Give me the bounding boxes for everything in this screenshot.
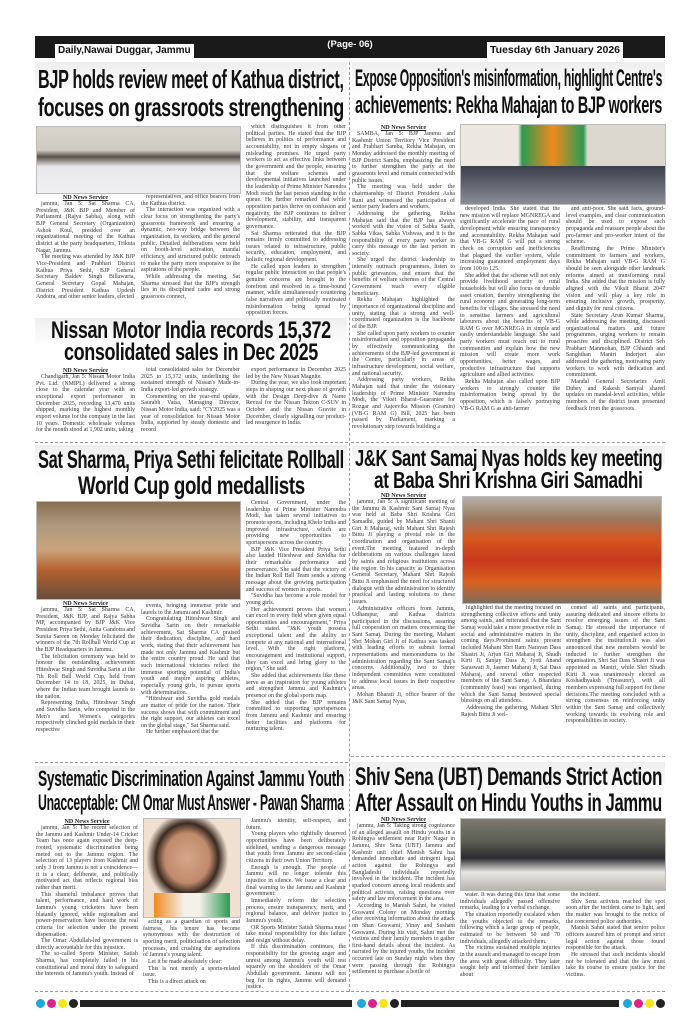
- paragraph: This is not merely a sports-related issue.: [143, 965, 240, 979]
- yellow-mark-icon: [645, 999, 654, 1008]
- article-column: [352, 492, 455, 754]
- paragraph: The victims sustained multiple injuries in the assault and managed to escape from the area with great difficulty. They later sought help and informed their families about: [460, 945, 560, 978]
- article-column: [566, 206, 665, 440]
- byline: ND News Service: [62, 600, 109, 607]
- paragraph: She urged the district leadership to intensify outreach programmes, listen to public grievances, and ensure that the benefits of welfare schemes of the Central Government reach every eligible beneficiary.: [352, 257, 455, 297]
- masthead-bar: [35, 36, 665, 58]
- column-text: [352, 823, 455, 976]
- column-text: [36, 825, 138, 978]
- paragraph: She added that the BJP remains committed to supporting sportspersons from Jammu and Kashmir and ensuring better facilities and platforms for nurturing talent.: [246, 699, 346, 733]
- registration-bar: [401, 1000, 619, 1007]
- cyan-mark-icon: [357, 999, 366, 1008]
- byline: ND News Service: [62, 367, 109, 374]
- paragraph: SAMBA, Jan 5: BJP Jammu and Kashmir Union Territory Vice President and Prabhari Samba, Rekha Mahajan, on Monday addressed the monthly meeting of BJP District Samba, emphasizing the need to further strengthen the party at the grassroots level and remain connected with public issues.: [352, 131, 455, 184]
- registration-bar: [80, 1000, 352, 1007]
- byline: ND News Service: [62, 194, 109, 201]
- headline-line: consolidated sales in Dec 2025: [63, 339, 318, 366]
- headline-line: Shiv Sena (UBT) Demands Strict Action: [355, 763, 663, 791]
- headline-line: Systematic Discrimination Against Jammu Youth: [38, 766, 345, 791]
- paragraph: State Secretary Arun Kumar Sharma, while addressing the meeting, discussed organizational matters and future programmes, urging workers to remain proactive and disciplined. District Seh Prabhari Manmohan, BJP Chhamb and Sanghthan Mantri Inderjeet also addressed the gathering, motivating party workers to work with dedication and commitment.: [566, 312, 665, 379]
- article-column: [460, 206, 560, 440]
- paragraph: Addressing the gathering, Mahant Shri Rajesh Bittu Ji wel-: [461, 704, 561, 718]
- paragraph: Mandal General Secretaries Amit Dubey and Rakesh Samyal shared updates on mandal-level activities, while members of the district team presented feedback from the grassroots.: [566, 379, 665, 412]
- column-text: [461, 605, 561, 718]
- paragraph: Central Government, under the leadership of Prime Minister Narendra Modi, has taken several initiatives to promote sports, including Khelo India and improved infrastructure, which are providing new opportunities to sportspersons across the country.: [246, 500, 346, 546]
- paragraph: OR Sports Minister Satish Sharma must take moral responsibility for this failure and resign without delay.: [246, 924, 346, 944]
- article-column: [141, 194, 240, 318]
- headline-line: Nissan Motor India records 15,372: [51, 318, 331, 344]
- paragraph: He called upon leaders to strengthen regular public interaction so that people's genuine concerns are brought to the forefront and resolved in a time-bound manner, while simultaneously countering false narratives and politically motivated misinformation being spread by opposition forces.: [246, 263, 346, 317]
- paragraph: jammu, Jan 5: Sat Sharma CA, President, J&K BJP and Member of Parliament (Rajya Sabha), along with BJP General Secretary (Organization) Ashok Koul, presided over an organizational meeting of the Kathua district at the party headquarters, Trikuta Nagar, Jammu.: [36, 201, 135, 254]
- paragraph: Enough is enough. The people of Jammu will no longer tolerate this injustice in silence. We issue a clear and final warning to the Jammu and Kashmir government:: [246, 864, 346, 898]
- yellow-mark-icon: [379, 999, 388, 1008]
- byline: ND News Service: [380, 124, 427, 131]
- column-text: [566, 206, 665, 412]
- paragraph: Commenting on the year-end update, Saurabh Vatsa, Managing Director, Nissan Motor India, said: "CY2025 was a year of consolidation for Nissan Motor India, supported by steady domestic and record: [141, 393, 240, 433]
- paragraph: jammu, Jan 5: A significant meeting of the Jammu & Kashmir Sant Samaj Nyas was held at Baba Shri Krishna Giri Samadhi, guided by Mahant Shri Shanti Giri Ji Maharaj, with Mahant Shri Rajesh Bittu Ji playing a pivotal role in the coordination and organisation of the event.The meeting featured in-depth deliberations on various challenges faced by saints and religious institutions across the region. In his capacity as Organisation General Secretary, Mahant Shri Rajesh Bittu Ji emphasised the need for structured dialogue with the administration to identify practical and lasting solutions to these issues.: [352, 499, 455, 605]
- column-text: [246, 818, 346, 990]
- headline-rollball-felicitation: [35, 445, 347, 500]
- article-column: [36, 367, 135, 441]
- paragraph: export performance in December 2025 led by the New Nissan Magnite.: [246, 367, 346, 380]
- paragraph: representatives, and office bearers from the Kathua district.: [141, 194, 240, 207]
- article-column: [246, 500, 346, 760]
- headline-line: World Cup gold medallists: [77, 472, 305, 500]
- article-column: [566, 605, 665, 754]
- section-divider: [35, 762, 348, 763]
- paragraph: BJP J&K Vice President Priya Sethi also lauded Hiteshwar and Suvidha for their remarkable performance and perseverance. She said that the victory of the Indian Roll Ball Team sends a strong message about the growing participation and success of women in sports.: [246, 546, 346, 593]
- paragraph: "Suvidha has become a role model for young girls.: [246, 593, 346, 606]
- article-column: [246, 124, 346, 318]
- paragraph: The felicitation ceremony was held to honour the outstanding achievement Hiteshwar Singh and Suvidha Sarin at the 7th Roll Ball World Cup, held from December 14 to 18, 2025, in Dubai, where the Indian team brought laurels to the nation.: [36, 653, 135, 700]
- paragraph: He further emphasized that the: [146, 729, 219, 736]
- paragraph: She added that the scheme will not only provide livelihood security to rural households but will also focus on durable asset creation, thereby strengthening the rural economy and generating long-term benefits for villages. She stressed the need to sensitise farmers and agricultural labourers about the benefits of VB-G RAM G over MGNREGA in simple and easily understandable language. She said party workers must reach out to rural communities and explain how the new mission will create more work opportunities, better wages, and productive infrastructure that supports agriculture and allied activities.: [460, 272, 560, 379]
- print-registration-marks: [0, 998, 699, 1010]
- column-text: [141, 603, 240, 736]
- paragraph: Her achievement proves that women can excel in every field when given equal opportunities and encouragement," Priya Sethi stated. "J&K youth possess exceptional talent and the ability to compete at any national and international level. With the right platform, encouragement and institutional support, they can excel and bring glory to the region," She said.: [246, 606, 346, 673]
- headline-line: After Assault on Hindu Youths in Jammu: [355, 789, 662, 816]
- headline-line: Expose Opposition's misinformation, highlight Centre's: [355, 65, 663, 92]
- headline-line: BJP holds review meet of Kathua district,: [38, 64, 344, 94]
- paragraph: Addressing party workers, Rekha Mahajan said that under the visionary leadership of Prime Minister Narendra Modi, the Viksit Bharat–Guarantee for Rozgar and Aajeevika Mission (Gramin) (VB-G RAM G) Bill, 2025 has been passed by Parliament, marking a revolutionary step towards building a: [352, 377, 455, 430]
- paper-name: Daily,Nawai Duggar, Jammu: [55, 44, 194, 58]
- headline-line: at Baba Shri Krishna Giri Samadhi: [374, 467, 643, 492]
- column-divider: [349, 62, 350, 992]
- headline-systematic-discrimination: [35, 766, 347, 816]
- photo-medallists: [36, 501, 241, 600]
- paragraph: This shameful imbalance proves that talent, performance, and hard work of Jammu's young cricketers have been blatantly ignored, while regionalism and power-preservation have become the real criteria for selection under the present dispensation.: [36, 891, 138, 938]
- column-text: [246, 124, 346, 317]
- photo-saints-gathering: [462, 496, 662, 604]
- headline-line: achievements: Rekha Mahajan to BJP workers: [355, 92, 663, 119]
- headline-line: J&K Sant Samaj Nyas holds key meeting: [355, 446, 663, 471]
- paragraph: Immediately reform the selection process, ensure transparency, merit, and regional balance, and deliver justice to Jammu's youth;: [246, 897, 346, 924]
- black-mark-icon: [390, 999, 399, 1008]
- article-column: [461, 605, 561, 754]
- column-text: [36, 201, 135, 301]
- column-text: [36, 607, 135, 733]
- article-column: [246, 367, 346, 441]
- paragraph: developed India. She stated that the new mission will replace MGNREGA and significantly accelerate the pace of rural development while ensuring transparency and accountability. Rekha Mahajan said that VB-G RAM G will put a strong check on corruption and inefficiencies that plagued the earlier system, while increasing guaranteed employment days from 100 to 125.: [460, 206, 560, 272]
- photo-meeting-kathua: [36, 126, 241, 194]
- paragraph: The Omar Abdullah-led government is directly accountable for this injustice.: [36, 938, 138, 951]
- paragraph: Manish Sahni stated that senior police officers assured him of prompt and strict legal action against those found responsible for the attack.: [566, 925, 665, 952]
- paragraph: This is a direct attack on: [148, 978, 206, 985]
- headline-nissan: [35, 318, 347, 366]
- headline-line: focuses on grassroots strengthening: [38, 92, 344, 122]
- paragraph: Rekha Mahajan highlighted the importance of organizational discipline and unity, stating that a strong and well-coordinated organization is the backbone of the BJP.: [352, 297, 455, 331]
- magenta-mark-icon: [47, 999, 56, 1008]
- article-column: [141, 603, 240, 760]
- paragraph: comed all saints and participants, assuring dedicated and sincere efforts to resolve emerging issues of the Sant Samaj. He stressed the importance of unity, discipline, and organised action to strengthen the institution.It was also announced that new members would be inducted to further strengthen the organisation. Shri Sai Dass Shastri Ji was appointed as Mantri, while Shri Shudh Kirti Ji was unanimously elected as Koshadhyaksh (Treasurer), with all members expressing full support for these decisions.The meeting concluded with a strong consensus on reinforcing unity within the Sant Samaj and collectively working towards its evolving role and responsibilities in society.: [566, 605, 665, 725]
- paragraph: While addressing the meeting, Sat Sharma stressed that the BJP's strength lies in its disciplined cadre and strong grassroots connect,: [141, 273, 240, 300]
- headline-shiv-sena: [352, 762, 665, 816]
- paragraph: and anti-poor. She said facts, ground-level examples, and clear communication should be used to expose such propaganda and reassure people about the pro-farmer and pro-worker intent of the scheme.: [566, 206, 665, 246]
- byline: ND News Service: [64, 818, 110, 825]
- page-number: (Page- 06): [327, 39, 373, 50]
- article-column: [143, 919, 240, 990]
- paragraph: Mohan Bharati Ji, office bearer of the J&K Sant Samaj Nyas,: [352, 692, 455, 705]
- headline-expose-opposition: [352, 62, 665, 122]
- black-mark-icon: [656, 999, 665, 1008]
- paragraph: She added that achievements like these serve as an inspiration for young athletes and strengthen Jammu and Kashmir's presence on the global sports map.: [246, 673, 346, 700]
- paragraph: Congratulating Hiteshwar Singh and Suvidha Sarin on their remarkable achievement, Sat Sharma CA praised their dedication, discipline, and hard work, stating that their achievement has made not only Jammu and Kashmir but the entire country proud. He said that such international victories reflect the immense sporting potential of India's youth and inspire aspiring athletes, especially young girls, to pursue sports with determination.: [141, 616, 240, 696]
- paragraph: jammu, Jan 5: The recent selection of the Jammu and Kashmir Under-14 Cricket Team has once again exposed the deep-rooted, systematic discrimination being meted out to the Jammu region. The selection of 13 players from Kashmir and only 3 from Jammu is not a coincidence—it is a clear, deliberate, and politically motivated act that reflects regional bias rather than merit.: [36, 825, 138, 891]
- paragraph: She called upon party workers to counter misinformation and opposition propaganda by effectively communicating the achievements of the BJP-led government at the Centre, particularly in areas of infrastructure development, social welfare, and national security.: [352, 330, 455, 377]
- paragraph: total consolidated sales for December 2025 to 15,372 units, underlining the sustained strength of Nissan's Made-in-India export-led growth strategy.: [141, 367, 240, 393]
- paragraph: If this discrimination continues, the responsibility for the growing anger and unrest among Jammu's youth will rest squarely on the shoulders of the Omar Abdullah government. Jammu will not beg for its rights, Jammu will demand justice.: [246, 944, 346, 990]
- column-text: [460, 206, 560, 412]
- issue-date: Tuesday 6th January 2026: [487, 42, 623, 58]
- paragraph: the incident.: [571, 892, 601, 898]
- column-text: [352, 499, 455, 705]
- paragraph: Let it be made absolutely clear:: [148, 958, 223, 965]
- paragraph: jammu, Jan 5: Sat Sharma CA, President, J&K BJP, and Rajya Sabha MP, accompanied by BJP J&K Vice President Priya Sethi, Anita Gandotra and Sunita Sareen on Monday felicitated the winners of the 7th Rollball World Cup at the BJP Headquarters in Jammu.: [36, 607, 135, 653]
- paragraph: Sat Sharma reiterated that the BJP remains firmly committed to addressing issues related to infrastructure, public security, education, employment, and holistic regional development.: [246, 230, 346, 264]
- paragraph: Jammu's identity, self-respect, and future.: [246, 818, 346, 831]
- article-column: [36, 600, 135, 760]
- column-text: [141, 367, 240, 434]
- paragraph: Representing India, Hiteshwar Singh and Suvidha Sarin, who competed in the Men's and Women's categories respectively clinched gold medals in their respective: [36, 700, 135, 733]
- column-text: [141, 194, 240, 301]
- paragraph: The interaction was organized with a clear focus on strengthening the party's grassroots framework and ensuring a dynamic, two-way bridge between the organization, its workers, and the general public. Detailed deliberations were held on booth-level activation, mandal efficiency, and structured public outreach to make the party more responsive to the aspirations of the people.: [141, 207, 240, 274]
- magenta-mark-icon: [368, 999, 377, 1008]
- black-mark-icon: [69, 999, 78, 1008]
- magenta-mark-icon: [634, 999, 643, 1008]
- paragraph: Rekha Mahajan also called upon BJP workers to strongly counter the misinformation being spread by the opposition, which is falsely portraying VB-G RAM G as anti-farmer: [460, 379, 560, 412]
- yellow-mark-icon: [58, 999, 67, 1008]
- paragraph: Administrative officers from Jammu, Udhampur, and Kathua districts participated in the discussions, assuring full cooperation on matters concerning the Sant Samaj. During the meeting, Mahant Shri Mohan Giri Ji of Kathua was tasked with leading efforts to submit formal representations and memorandums to the administration regarding the Sant Samaj's concerns. Additionally, two to three independent committees were constituted to address local issues in their respective areas.: [352, 605, 455, 692]
- paragraph: highlighted that the meeting focused on strengthening collective efforts and unity among saints, and reiterated that the Sant Samaj would take a more proactive role in social and administrative matters in the coming days.Prominent saints present included Mahant Shri Ram Narayan Dass Shastri Ji, Arjun Giri Maharaj Ji, Shudh Kirti Ji, Sanjay Dass Ji, Jyoti Anand Saraswati Ji, Jasmer Maharaj Ji, Sai Dass Maharaj, and several other respected members of the Sant Samaj. A Bhandara (community feast) was organised, during which the Sant Samaj bestowed special blessings on all attendees.: [461, 605, 561, 705]
- photo-samba-meeting: [460, 124, 666, 205]
- paragraph: The so-called Sports Minister, Satish Sharma, has completely failed in his constitutional and moral duty to safeguard the interests of Jammu's youth. Instead of: [36, 951, 138, 978]
- paragraph: jammu, Jan 5: Taking strong cognizance of an alleged assault on Hindu youths in a Rohingya settlement near Rajiv Nagar in Jammu, Shiv Sena (UBT) Jammu and Kashmir unit chief Manish Sahni has demanded immediate and stringent legal action against the Rohingya and Bangladeshi individuals reportedly involved in the incident. The incident has sparked concern among local residents and political activists, raising questions over safety and law enforcement in the area.: [352, 823, 455, 903]
- section-divider: [35, 991, 665, 992]
- article-column: [566, 892, 665, 990]
- article-column: [246, 818, 346, 990]
- paragraph: Addressing the gathering, Rekha Mahajan said that the BJP has always worked with the vision of Sabka Saath, Sabka Vikas, Sabka Vishwas, and it is the responsibility of every party worker to carry this message to the last person in society.: [352, 210, 455, 257]
- article-column: [141, 367, 240, 441]
- headline-line: Sat Sharma, Priya Sethi felicitate Rollball: [38, 446, 344, 474]
- paragraph: acting as a guardian of sports and fairness, his tenure has become synonymous with the destruction of sporting merit, politicisation of selection processes, and crushing the aspirations of Jammu's young talent.: [143, 919, 240, 959]
- cyan-mark-icon: [36, 999, 45, 1008]
- column-text: [566, 892, 665, 979]
- column-text: [352, 131, 455, 431]
- byline: ND News Service: [380, 816, 427, 823]
- article-column: [460, 892, 560, 990]
- paragraph: "Hiteshwar and Suvidha gold medals are matter of pride for the nation. Their success shows that with commitment and the right support, our athletes can excel on the global stage," Sat Sharma said.: [141, 696, 240, 729]
- paragraph: The meeting was attended by J&K BJP Vice-President and Prabhari District Kathua Priya Sethi, BJP General Secretary Baldev Singh Billawaria, General Secretary Gopal Mahajan, District President Kathua Updesh Andotra, and other senior leaders, elected: [36, 254, 135, 301]
- column-text: [246, 367, 346, 427]
- paragraph: which distinguishes it from other political parties. He stated that the BJP believes in politics of performance and accountability, not in empty slogans or misleading promises. He urged party workers to act as effective links between the government and the people, ensuring that the welfare schemes and developmental initiatives launched under the leadership of Prime Minister Narendra Modi reach the last person standing in the queue. He further remarked that while opposition parties thrive on confusion and negativity, the BJP continues to deliver development, stability, and transparent governance.: [246, 124, 346, 230]
- paragraph: Young players who rightfully deserved opportunities have been deliberately sidelined, sending a dangerous message that youth from Jammu are second-class citizens in their own Union Territory.: [246, 831, 346, 864]
- article-column: [36, 818, 138, 990]
- section-divider: [351, 756, 665, 757]
- section-divider: [351, 442, 665, 443]
- paragraph: events, bringing immense pride and laurels to the Jammu and Kashmir.: [141, 603, 240, 616]
- paragraph: Shiv Sena activists reached the spot soon after the incident came to light, and the matter was brought to the notice of the concerned police authorities.: [566, 898, 665, 925]
- paragraph: The situation reportedly escalated when the youths objected to the remarks, following which a large group of people, estimated to be between 50 and 70 individuals, allegedly attacked them.: [460, 911, 560, 945]
- section-divider: [35, 442, 348, 443]
- headline-line: Unacceptable: CM Omar Must Answer - Pawan Sharma: [38, 790, 344, 815]
- paragraph: The meeting was held under the chairmanship of District President Asha Rani and witnessed the participation of senior party leaders and workers.: [352, 184, 455, 211]
- byline: ND News Service: [380, 492, 427, 499]
- article-column: [36, 194, 135, 318]
- article-column: [352, 816, 455, 990]
- photo-pawan-sharma: [143, 818, 241, 918]
- column-text: [143, 919, 240, 986]
- paragraph: During the year, we also took important steps in shaping our next phase of growth with the Design Deep-dive & Name Reveal for the Nissan Tekton C-SUV in October and the Nissan Gravite in December, clearly signalling our product-led resurgence in India.: [246, 380, 346, 427]
- paragraph: Reaffirming the Prime Minister's commitment to farmers and workers, Rekha Mahajan said VB-G RAM G should be seen alongside other landmark reforms aimed at transforming rural India. She added that the mission is fully aligned with the Viksit Bharat 2047 vision and will play a key role in ensuring inclusive growth, prosperity, and dignity for rural citizens.: [566, 245, 665, 312]
- paragraph: According to Manish Sahni, he visited Goswami Colony on Monday morning after receiving information about the attack on Shan Goswami, Vinay and Sushant Goswami. During his visit, Sahni met the victims and their family members to gather first-hand details about the incident. As narrated by the injured youths, the incident occurred late on Sunday night when they were passing through the Rohingya settlement to purchase a bottle of: [352, 902, 455, 976]
- headline-bjp-kathua: [35, 62, 347, 122]
- column-text: [460, 892, 560, 979]
- article-column: [352, 124, 455, 440]
- paragraph: He stressed that such incidents should not be tolerated and that the law must take its course to ensure justice for the victims.: [566, 951, 665, 978]
- paragraph: water. It was during this time that some individuals allegedly passed offensive remarks, leading to a verbal exchange.: [460, 892, 560, 912]
- column-text: [36, 374, 135, 434]
- column-text: [246, 500, 346, 733]
- paragraph: Chandigarh, Jan 5: Nissan Motor India Pvt. Ltd. (NMIPL) delivered a strong close to the calendar year with an exceptional export performance in December 2025, recording 13,470 units shipped, marking the highest monthly export volume for the company in the last 10 years. Domestic wholesale volumes for the month stood at 1,902 units, taking: [36, 374, 135, 434]
- headline-sant-samaj: [352, 446, 665, 492]
- photo-shiv-sena-activists: [460, 818, 666, 891]
- cyan-mark-icon: [623, 999, 632, 1008]
- column-text: [566, 605, 665, 725]
